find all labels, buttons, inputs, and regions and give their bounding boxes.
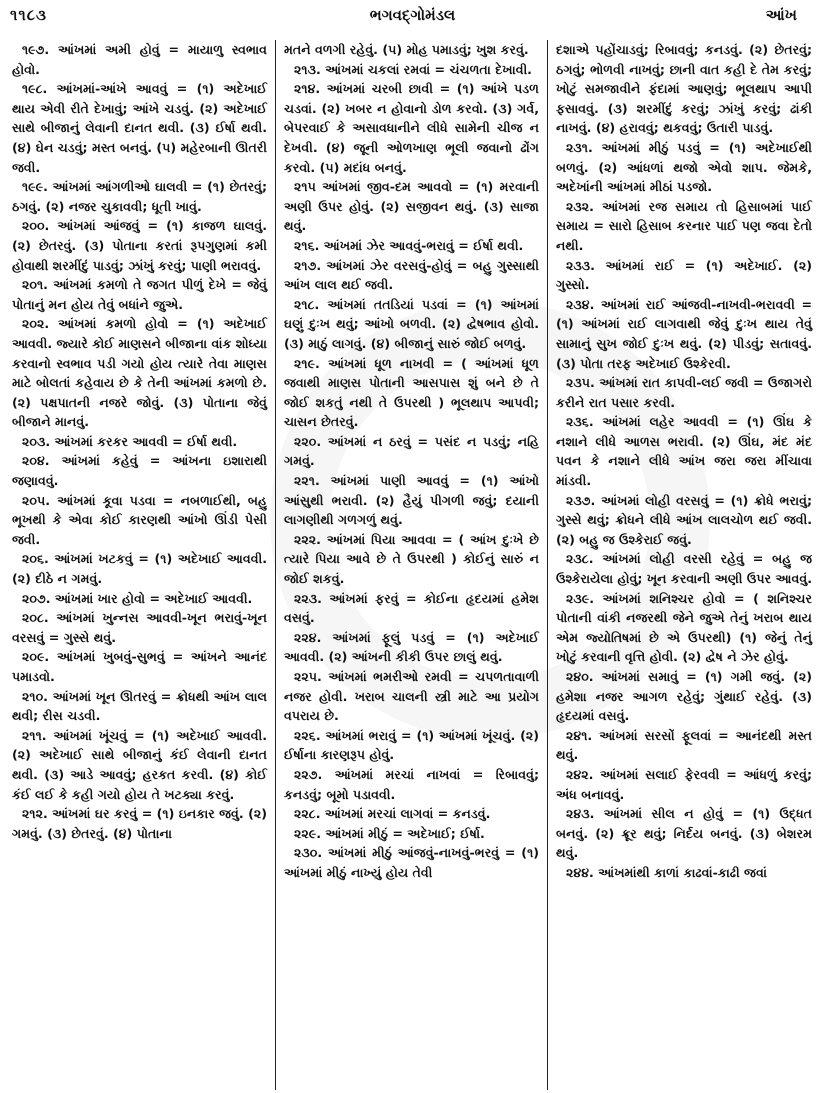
dictionary-entry: ૨૨૧. આંખમાં પાણી આવવું = (૧) આંખો આંસુથી ભરાવી. (૨) હૈયું પીગળી જવું; દયાની લાગણીથી ગળગળું થવું.: [284, 473, 539, 528]
dictionary-entry: ૨૦૩. આંખમાં કરકર આવવી = ઈર્ષા થવી.: [22, 433, 238, 449]
dictionary-entry: ૨૦૧. આંખમાં કમળો તે જગત પીળું દેખે = જેવું પોતાનું મન હોય તેવું બધાંને જુએ.: [12, 277, 267, 312]
dictionary-entry: ૨૧૫ આંખમાં જીવ-દમ આવવો = (૧) મરવાની અણી ઉપર હોવું. (૨) સજીવન થવું. (૩) સાજા થવું.: [284, 179, 539, 234]
column-2: [276, 40, 548, 1090]
column-3: [548, 40, 820, 1090]
dictionary-entry: ૨૩૭. આંખમાં લોહી વરસવું = (૧) ક્રોધે ભરાવું; ગુસ્સે થવું; ક્રોધને લીધે આંખ લાલચોળ થઈ જવી. (૨) બહુ જ ઉશ્કેરાઈ જવું.: [556, 492, 812, 547]
dictionary-entry: ૨૪૦. આંખમાં સમાવું = (૧) ગમી જવું. (૨) હમેશા નજર આગળ રહેવું; ગુંથાઈ રહેવું. (૩) હૃદયમાં વસવું.: [556, 669, 812, 724]
page-header: [0, 0, 825, 32]
page-number: ૧૧૮૩: [10, 6, 47, 24]
book-title: ભગવદ્ગોમંડલ: [369, 6, 456, 24]
entry-continuation: દશાએ પહોંચાડવું; રિબાવવું; કનડવું. (૨) છેતરવું; ઠગવું; ભોળવી નાખવું; છાની વાત કહી દે તેમ કરવું; ખોટું સમજાવીને ફંદામાં આણવું; ભૂલથાપ આપી ફસાવવું. (૩) શરમીંદું કરવું; ઝાંખું કરવું; ઢાંકી નાખવું. (૪) હરાવવું; થકવવું; ઉતારી પાડવું.: [556, 42, 812, 136]
dictionary-entry: ૨૩૨. આંખમાં રજ સમાય તો હિસાબમાં પાઈ સમાય = સારો હિસાબ કરનાર પાઈ પણ જવા દેતો નથી.: [556, 198, 812, 253]
dictionary-entry: ૨૨૮. આંખમાં મરચાં લાગવાં = કનડવું.: [294, 806, 491, 822]
dictionary-entry: ૨૩૮. આંખમાં લોહી વરસી રહેવું = બહુ જ ઉશ્કેરાયેલા હોવું; ખૂન કરવાની અણી ઉપર આવવું.: [556, 551, 812, 587]
dictionary-entry: ૨૪૩. આંખમાં સીલ ન હોવું = (૧) ઉદ્ધત બનવું. (૨) ક્રૂર થવું; નિર્દય બનવું. (૩) બેશરમ થવું.: [556, 806, 812, 861]
dictionary-entry: ૨૩૫. આંખમાં રાત કાપવી-લઈ જવી = ઉજાગરો કરીને રાત પસાર કરવી.: [556, 375, 812, 410]
dictionary-entry: ૨૧૩. આંખમાં ચકલાં રમવાં = ચંચળતા દેખાવી.: [294, 61, 532, 77]
dictionary-entry: ૨૪૧. આંખમાં સરસોં ફૂલવાં = આનંદથી મસ્ત થવું.: [556, 727, 812, 763]
dictionary-entry: ૨૦૦. આંખમાં આંજવું = (૧) કાજળ ઘાલવું. (૨) છેતરવું. (૩) પોતાના કરતાં રૂપગુણમાં કમી હોવાથી શરમીંદું પાડવું; ઝાંખું કરવું; પાણી ભરાવવું.: [12, 218, 267, 273]
dictionary-entry: ૨૨૯. આંખમાં મીઠું = અદેખાઈ; ઈર્ષા.: [294, 825, 485, 841]
dictionary-entry: ૨૦૬. આંખમાં ખટકવું = (૧) અદેખાઈ આવવી. (૨) દીઠે ન ગમવું.: [12, 551, 267, 587]
dictionary-columns: [8, 40, 820, 1090]
dictionary-entry: ૨૦૨. આંખમાં કમળો હોવો = (૧) અદેખાઈ આવવી. જ્યારે કોઈ માણસને બીજાના વાંક શોધ્યા કરવાનો સ્વભાવ પડી ગયો હોય ત્યારે તેવા માણસ માટે બોલતાં કહેવાય છે કે તેની આંખમાં કમળો છે. (૨) પક્ષપાતની નજરે જોવું. (૩) પોતાના જેવું બીજાને માનવું.: [12, 316, 267, 430]
dictionary-entry: ૧૯૮. આંખમાં-આંખે આવવું = (૧) અદેખાઈ થાય એવી રીતે દેખાવું; આંખે ચડવું. (૨) અદેખાઈ સાથે બીજાનું લેવાની દાનત થવી. (૩) ઈર્ષા થવી. (૪) ઘેન ચડવું; મસ્ત બનવું. (૫) મહેરબાની ઊતરી જવી.: [12, 81, 267, 175]
dictionary-entry: ૨૧૨. આંખમાં ઘર કરવું = (૧) ઇનકાર જવું. (૨) ગમવું. (૩) છેતરવું. (૪) પોતાના: [12, 806, 267, 841]
dictionary-entry: ૧૯૭. આંખમાં અમી હોવું = માયાળુ સ્વભાવ હોવો.: [12, 42, 267, 77]
dictionary-entry: ૨૦૮. આંખમાં ખુન્નસ આવવી-ખૂન ભરાવું-ખૂન વરસવું = ગુસ્સે થવું.: [12, 610, 267, 645]
dictionary-entry: ૨૦૯. આંખમાં ખુબવું-સુભવું = આંખને આનંદ પમાડવો.: [12, 649, 267, 684]
dictionary-entry: ૨૦૭. આંખમાં ખાર હોવો = અદેખાઈ આવવી.: [22, 590, 253, 606]
dictionary-entry: ૨૪૨. આંખમાં સલાઈ ફેરવવી = આંધળું કરવું; અંધ બનાવવું.: [556, 766, 812, 802]
dictionary-entry: ૨૨૬. આંખમાં ભરાવું = (૧) આંખમાં ખૂંચવું. (૨) ઈર્ષાના કારણરૂપ હોવું.: [284, 727, 539, 763]
dictionary-entry: ૨૦૪. આંખમાં કહેવું = આંખના ઇશારાથી જણાવવું.: [12, 453, 267, 489]
dictionary-entry: ૨૨૭. આંખમાં મરચાં નાખવાં = રિબાવવું; કનડવું; બૂમો પડાવવી.: [284, 766, 539, 802]
dictionary-entry: ૨૪૪. આંખમાંથી કાળાં કાઢવાં-કાઢી જવાં: [566, 864, 767, 880]
dictionary-entry: ૨૩૧. આંખમાં મીઠું પડવું = (૧) અદેખાઈથી બળવું. (૨) આંધળાં થજો એવો શાપ. જેમકે, અદેખાંની આંખમાં મીઠાં પડજો.: [556, 139, 812, 195]
dictionary-entry: ૨૩૬. આંખમાં લહેર આવવી = (૧) ઊંઘ કે નશાને લીધે આળસ ભરાવી. (૨) ઊંઘ, મંદ મંદ પવન કે નશાને લીધે આંખ જરા જરા મીંચાવા માંડવી.: [556, 414, 812, 489]
dictionary-entry: ૨૨૪. આંખમાં ફૂલું પડવું = (૧) અદેખાઈ આવવી. (૨) આંખની કીકી ઉપર છાલું થવું.: [284, 629, 539, 665]
dictionary-entry: ૨૧૭. આંખમાં ઝેર વરસવું-હોવું = બહુ ગુસ્સાથી આંખ લાલ થઈ જવી.: [284, 257, 539, 293]
dictionary-entry: ૨૩૪. આંખમાં રાઈ આંજવી-નાખવી-ભરાવવી = (૧) આંખમાં રાઈ લાગવાથી જેવું દુઃખ થાય તેવું સામાનું સુખ જોઈ દુઃખ થવું. (૨) પીડવું; સતાવવું. (૩) પોતા તરફ અદેખાઈ ઉશ્કેરવી.: [556, 296, 812, 371]
dictionary-entry: ૨૧૦. આંખમાં ખૂન ઊતરવું = ક્રોધથી આંખ લાલ થવી; રીસ ચડવી.: [12, 688, 267, 724]
running-headword: આંખ: [765, 6, 797, 24]
dictionary-entry: ૨૩૩. આંખમાં રાઈ = (૧) અદેખાઈ. (૨) ગુસ્સો.: [556, 257, 812, 293]
dictionary-entry: ૨૨૩. આંખમાં ફરવું = કોઈના હૃદયમાં હમેશ વસવું.: [284, 590, 539, 626]
dictionary-entry: ૨૧૮. આંખમાં તતડિયાં પડવાં = (૧) આંખમાં ઘણું દુઃખ થવું; આંખો બળવી. (૨) દ્વેષભાવ હોવો. (૩) માઠું લાગવું. (૪) બીજાનું સારું જોઈ બળવું.: [284, 296, 539, 351]
dictionary-entry: ૧૯૯. આંખમાં આંગળીઓ ઘાલવી = (૧) છેતરવું; ઠગવું. (૨) નજર ચુકાવવી; ધૂતી ખાવું.: [12, 179, 267, 214]
dictionary-entry: ૨૧૪. આંખમાં ચરબી છાવી = (૧) આંખે પડળ ચડવાં. (૨) ખબર ન હોવાનો ડોળ કરવો. (૩) ગર્વ, બેપરવાઈ કે અસાવધાનીને લીધે સામેની ચીજ ન દેખવી. (૪) જૂની ઓળખાણ ભૂલી જવાનો ઢોંગ કરવો. (૫) મદાંધ બનવું.: [284, 81, 539, 175]
dictionary-entry: ૨૩૯. આંખમાં શનિશ્ચર હોવો = ( શનિશ્ચર પોતાની વાંકી નજરથી જેને જુએ તેનું ખરાબ થાય એમ જ્યોતિષમાં છે એ ઉપરથી) (૧) જેનું તેનું ખોટું કરવાની વૃત્તિ હોવી. (૨) દ્વેષ ને ઝેર હોવું.: [556, 590, 812, 665]
dictionary-entry: ૨૨૦. આંખમાં ન ઠરવું = પસંદ ન પડવું; નહિ ગમવું.: [284, 433, 539, 469]
dictionary-entry: ૨૩૦. આંખમાં મીઠું આંજવું-નાખવું-ભરવું = (૧) આંખમાં મીઠું નાખ્યું હોય તેવી: [284, 845, 539, 880]
entry-continuation: મતને વળગી રહેવું. (૫) મોહ પમાડવું; ખુશ કરવું.: [284, 42, 529, 57]
dictionary-entry: ૨૨૫. આંખમાં ભમરીઓ રમવી = ચપળતાવાળી નજર હોવી. ખરાબ ચાલની સ્ત્રી માટે આ પ્રયોગ વપરાય છે.: [284, 669, 539, 724]
dictionary-entry: ૨૦૫. આંખમાં કૂવા પડવા = નબળાઈથી, બહુ ભૂખથી કે એવા કોઈ કારણથી આંખો ઊંડી પેસી જવી.: [12, 492, 267, 547]
dictionary-entry: ૨૧૯. આંખમાં ધૂળ નાખવી = ( આંખમાં ધૂળ જવાથી માણસ પોતાની આસપાસ શું બને છે તે જોઈ શકતું નથી તે ઉપરથી ) ભૂલથાપ આપવી; ચાસન છેતરવું.: [284, 355, 539, 430]
dictionary-entry: ૨૧૧. આંખમાં ખૂંચવું = (૧) અદેખાઈ આવવી. (૨) અદેખાઈ સાથે બીજાનું કંઈ લેવાની દાનત થવી. (૩) આડે આવવું; હરકત કરવી. (૪) કોઈ કંઈ લઈ કે કહી ગયો હોય તે ખટક્યા કરવું.: [12, 727, 267, 802]
dictionary-entry: ૨૧૬. આંખમાં ઝેર આવવું-ભરાવું = ઈર્ષા થવી.: [294, 237, 524, 253]
dictionary-entry: ૨૨૨. આંખમાં પિયા આવવા = ( આંખ દુઃખે છે ત્યારે પિયા આવે છે તે ઉપરથી ) કોઈનું સારું ન જોઈ શકવું.: [284, 531, 539, 587]
column-1: [8, 40, 276, 1090]
